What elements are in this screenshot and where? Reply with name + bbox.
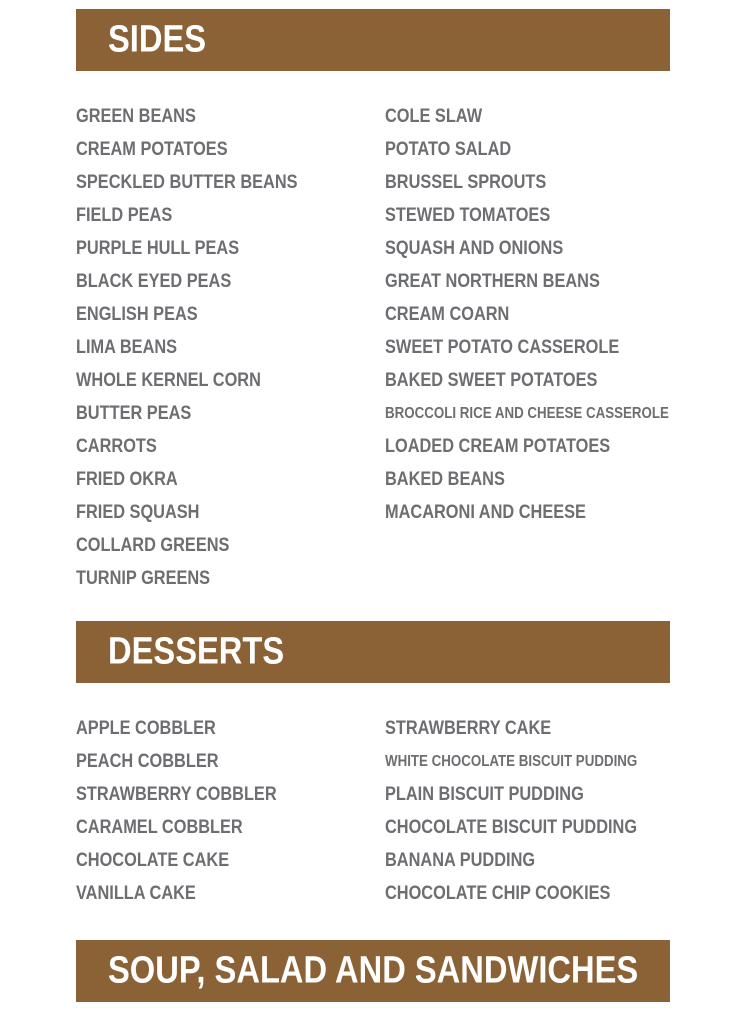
desserts-title: DESSERTS: [108, 630, 285, 673]
list-item: SQUASH AND ONIONS: [385, 238, 564, 259]
list-item: COLE SLAW: [385, 106, 483, 127]
list-item: FRIED OKRA: [76, 469, 178, 490]
list-item: BLACK EYED PEAS: [76, 271, 232, 292]
list-item: CHOCOLATE CAKE: [76, 850, 230, 871]
list-item: GREEN BEANS: [76, 106, 196, 127]
list-item: STRAWBERRY COBBLER: [76, 784, 277, 805]
desserts-right-list: [385, 712, 678, 910]
list-item: BRUSSEL SPROUTS: [385, 172, 547, 193]
list-item: FIELD PEAS: [76, 205, 173, 226]
list-item: SPECKLED BUTTER BEANS: [76, 172, 298, 193]
list-item: PURPLE HULL PEAS: [76, 238, 240, 259]
list-item: BUTTER PEAS: [76, 403, 192, 424]
list-item: LIMA BEANS: [76, 337, 178, 358]
list-item: CHOCOLATE BISCUIT PUDDING: [385, 817, 638, 838]
list-item: CREAM POTATOES: [76, 139, 228, 160]
soup-salad-sandwiches-banner: [76, 940, 670, 1002]
list-item: APPLE COBBLER: [76, 718, 216, 739]
list-item: LOADED CREAM POTATOES: [385, 436, 611, 457]
desserts-left-list: [76, 712, 309, 910]
list-item: PLAIN BISCUIT PUDDING: [385, 784, 584, 805]
sides-title: SIDES: [108, 18, 207, 61]
list-item: MACARONI AND CHEESE: [385, 502, 586, 523]
sides-banner: [76, 9, 670, 71]
list-item: PEACH COBBLER: [76, 751, 219, 772]
list-item: BAKED BEANS: [385, 469, 505, 490]
list-item: FRIED SQUASH: [76, 502, 200, 523]
sides-left-list: [76, 100, 334, 595]
list-item: SWEET POTATO CASSEROLE: [385, 337, 620, 358]
list-item: CHOCOLATE CHIP COOKIES: [385, 883, 611, 904]
list-item: CREAM COARN: [385, 304, 510, 325]
list-item: BANANA PUDDING: [385, 850, 536, 871]
list-item: COLLARD GREENS: [76, 535, 230, 556]
list-item: TURNIP GREENS: [76, 568, 211, 589]
list-item: VANILLA CAKE: [76, 883, 196, 904]
sides-right-list: [385, 100, 715, 529]
list-item: POTATO SALAD: [385, 139, 512, 160]
list-item: WHOLE KERNEL CORN: [76, 370, 261, 391]
list-item: CARAMEL COBBLER: [76, 817, 243, 838]
soup-salad-sandwiches-title: SOUP, SALAD AND SANDWICHES: [108, 949, 639, 992]
list-item: CARROTS: [76, 436, 157, 457]
list-item: ENGLISH PEAS: [76, 304, 198, 325]
list-item: STRAWBERRY CAKE: [385, 718, 552, 739]
list-item: WHITE CHOCOLATE BISCUIT PUDDING: [385, 753, 638, 770]
list-item: STEWED TOMATOES: [385, 205, 551, 226]
list-item: BROCCOLI RICE AND CHEESE CASSEROLE: [385, 405, 669, 422]
list-item: BAKED SWEET POTATOES: [385, 370, 598, 391]
list-item: GREAT NORTHERN BEANS: [385, 271, 600, 292]
desserts-banner: [76, 621, 670, 683]
